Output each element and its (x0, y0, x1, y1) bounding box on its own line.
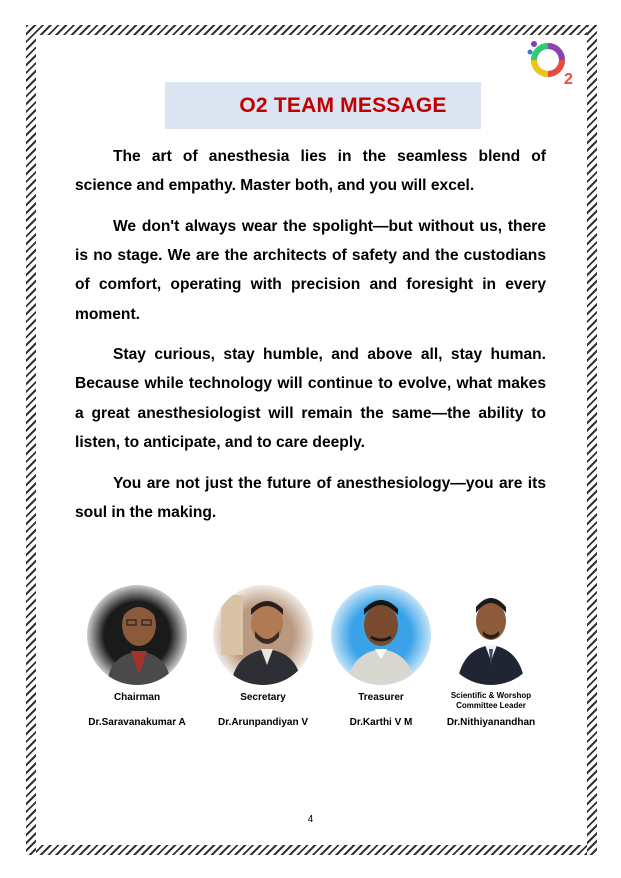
message-body (75, 142, 546, 538)
team-section (0, 585, 621, 745)
member-role: Treasurer (358, 692, 404, 703)
paragraph: The art of anesthesia lies in the seamless blend of science and empathy. Master both, and you will excel. (75, 148, 546, 195)
team-member-scientific-lead (421, 585, 561, 728)
svg-text:2: 2 (564, 71, 573, 86)
member-name: Dr.Saravanakumar A (88, 717, 186, 728)
member-role: Secretary (240, 692, 286, 703)
secretary-photo (213, 585, 313, 685)
team-member-chairman (67, 585, 207, 728)
o2-logo (524, 38, 578, 86)
title-banner (165, 82, 481, 129)
member-name: Dr.Arunpandiyan V (217, 717, 308, 728)
paragraph: Stay curious, stay humble, and above all, stay human. Because while technology will continue to evolve, what makes a great anesthesiologist will remain the same—the ability to listen, to anticipate, and to care deeply. (75, 346, 546, 451)
member-name: Dr.Karthi V M (349, 717, 413, 728)
member-name: Dr.Nithiyanandhan (446, 717, 536, 728)
member-role-line2: Committee Leader (456, 700, 526, 710)
member-role-line1: Scientific & Worshop (450, 691, 532, 700)
treasurer-photo (331, 585, 431, 685)
paragraph: You are not just the future of anesthesiology—you are its soul in the making. (75, 474, 546, 521)
page-title: O2 TEAM MESSAGE (239, 93, 447, 117)
paragraph: We don't always wear the spolight—but without us, there is no stage. We are the architects of safety and the custodians of comfort, operating with precision and foresight in every moment. (75, 217, 546, 323)
page-number: 4 (307, 814, 314, 825)
page-border-top (26, 25, 597, 35)
chairman-photo (87, 585, 187, 685)
member-role: Chairman (113, 692, 161, 703)
scientific-lead-photo (441, 585, 541, 685)
page-border-bottom (26, 845, 597, 855)
member-role (421, 691, 561, 715)
